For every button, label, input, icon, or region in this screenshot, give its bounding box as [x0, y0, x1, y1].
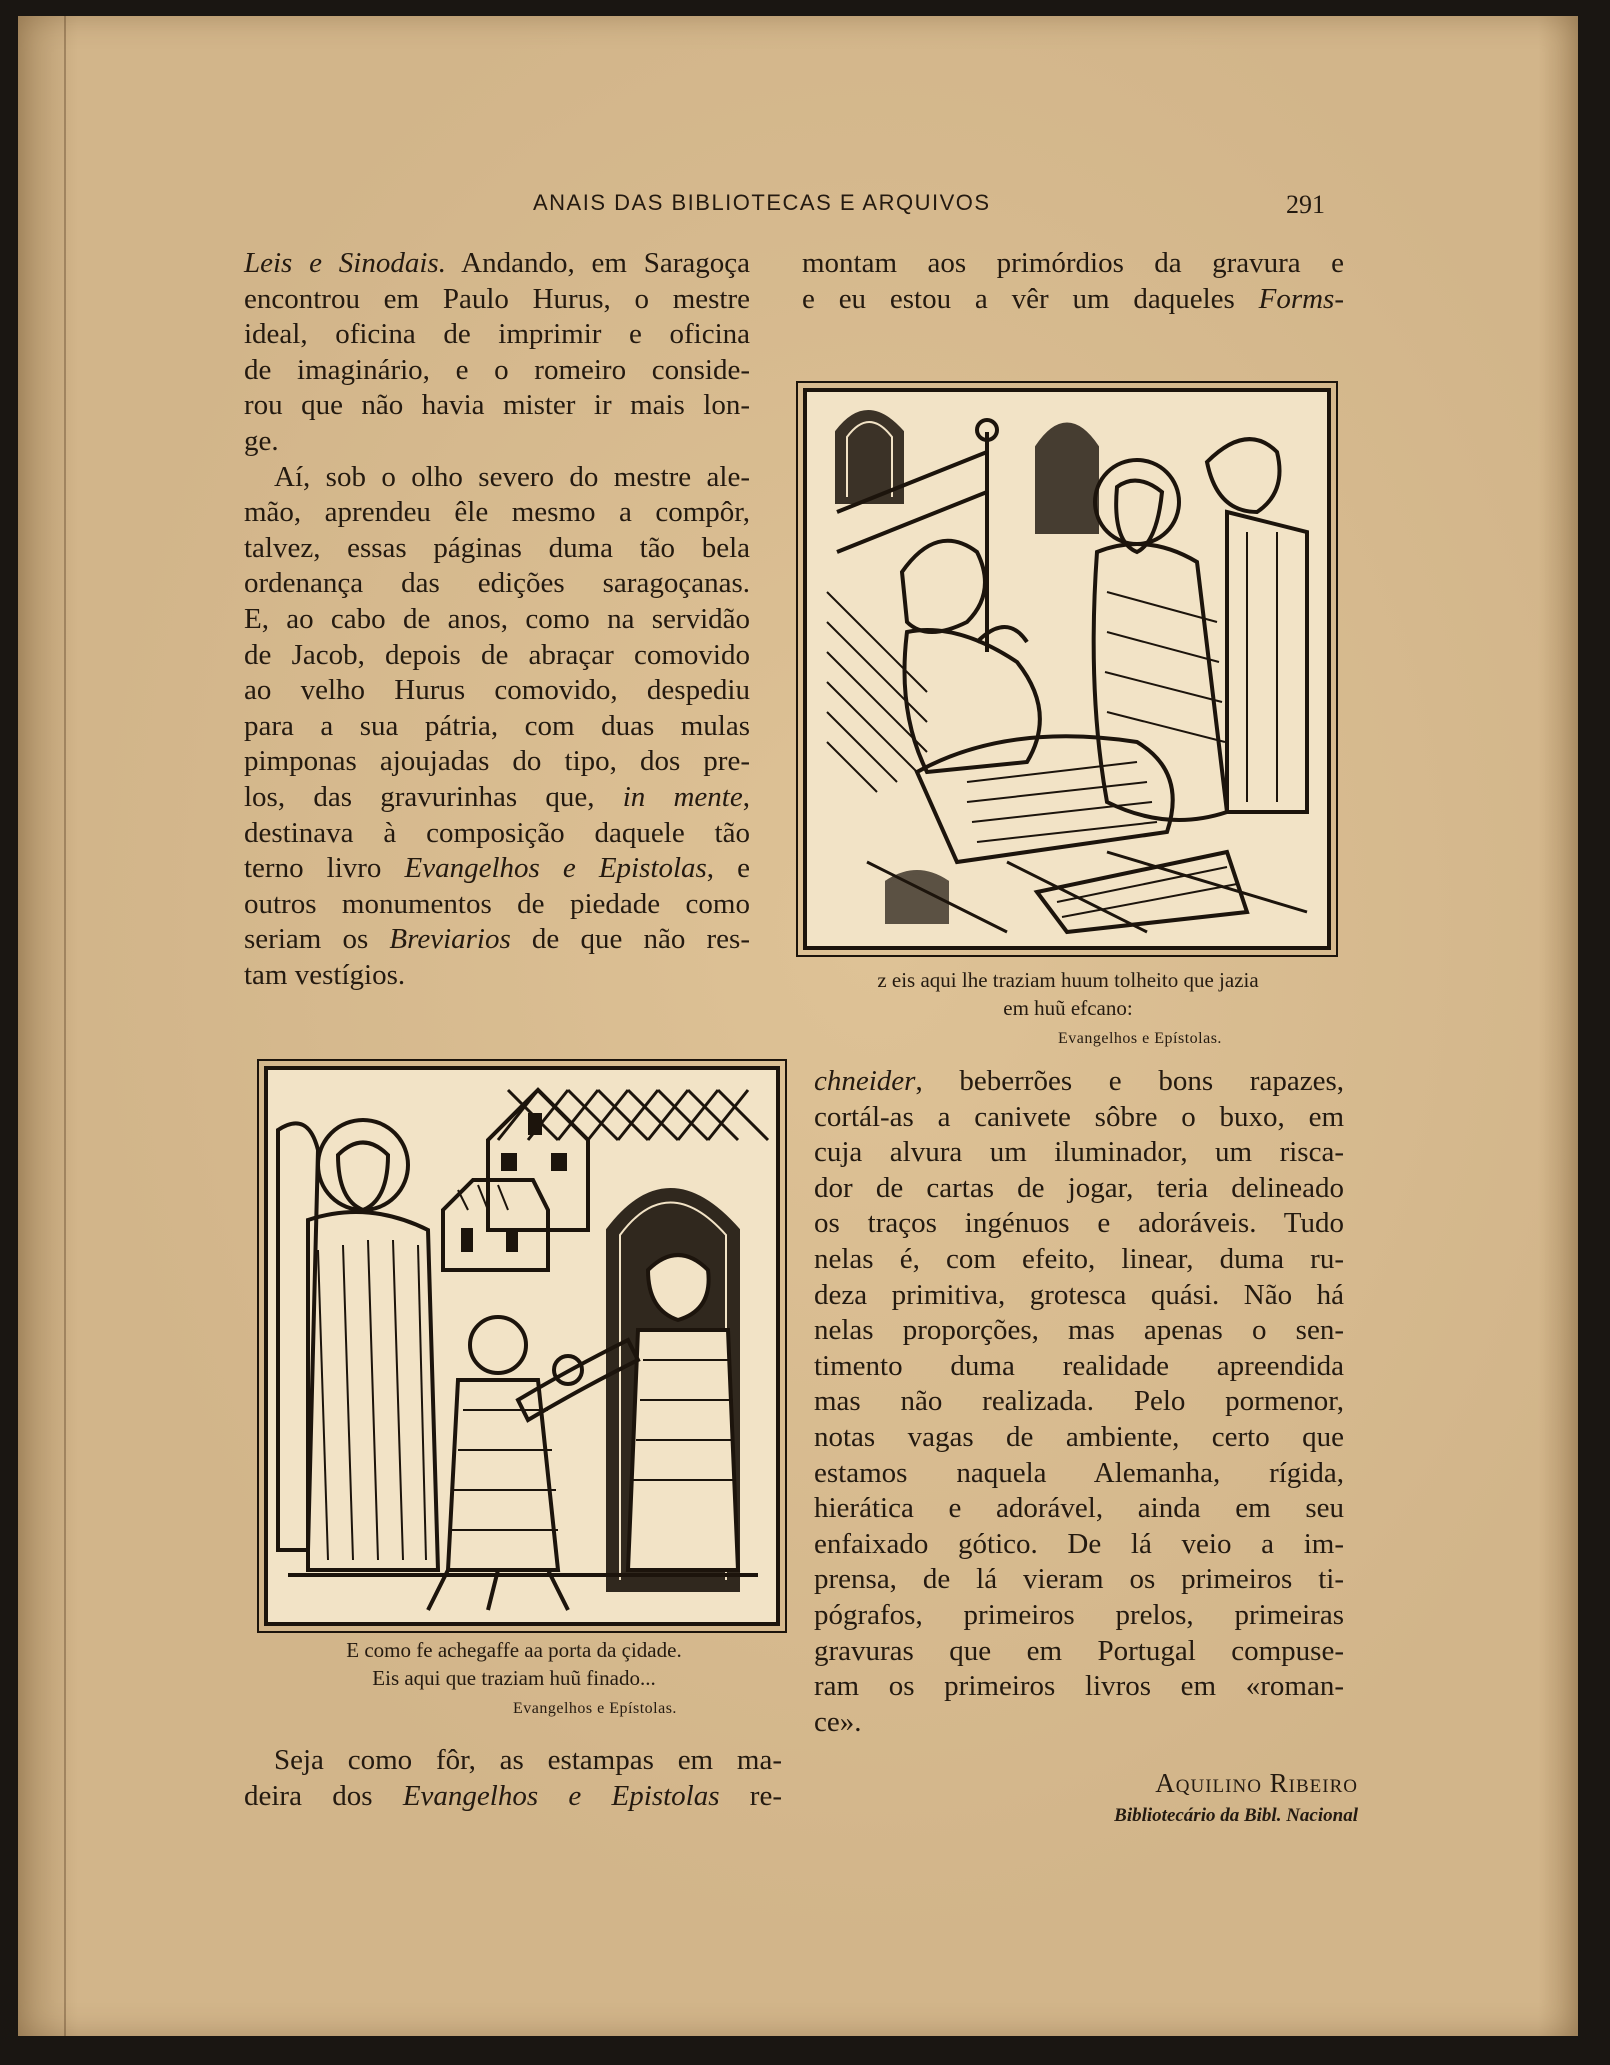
- text-line: [244, 816, 750, 852]
- text-line: [814, 1491, 1344, 1527]
- italic-text: Leis e Sinodais.: [244, 247, 446, 279]
- line-text: timento duma realidade apreendida: [814, 1349, 1344, 1382]
- line-text: e eu estou a vêr um daqueles: [802, 282, 1259, 315]
- line-text: re-: [719, 1779, 782, 1812]
- left-column-top-text: [244, 246, 750, 993]
- line-text: encontrou em Paulo Hurus, o mestre: [244, 282, 750, 315]
- text-line: [814, 1562, 1344, 1598]
- text-line: [814, 1634, 1344, 1670]
- line-text: cortál-as a canivete sôbre o buxo, em: [814, 1100, 1344, 1133]
- figure-2-caption-line-2: Eis aqui que traziam huũ finado...: [372, 1666, 656, 1690]
- text-line: [244, 709, 750, 745]
- text-line: [244, 780, 750, 816]
- text-line: [244, 744, 750, 780]
- text-line: [244, 495, 750, 531]
- line-text: talvez, essas páginas duma tão bela: [244, 531, 750, 564]
- line-text: los, das gravurinhas que,: [244, 780, 623, 813]
- line-text: notas vagas de ambiente, certo que: [814, 1420, 1344, 1453]
- line-text: mão, aprendeu êle mesmo a compôr,: [244, 496, 750, 529]
- woodcut-healing-paralytic-illustration: [803, 388, 1331, 950]
- line-text: ram os primeiros livros em «roman-: [814, 1670, 1344, 1703]
- text-line: [244, 851, 750, 887]
- text-line: [814, 1705, 1344, 1741]
- text-line: [244, 246, 750, 282]
- text-line: [814, 1313, 1344, 1349]
- italic-text: Evangelhos e Epistolas: [402, 1779, 720, 1812]
- line-text: pógrafos, primeiros prelos, primeiras: [814, 1598, 1344, 1631]
- line-text: prensa, de lá vieram os primeiros ti-: [814, 1563, 1344, 1596]
- text-line: [814, 1064, 1344, 1100]
- line-text: hierática e adorável, ainda em seu: [814, 1492, 1344, 1525]
- text-line: [244, 424, 750, 460]
- right-column-bottom-text: [814, 1064, 1344, 1740]
- line-text: destinava à composição daquele tão: [244, 816, 750, 849]
- left-column-bottom-text: [244, 1743, 782, 1814]
- text-line: [244, 1743, 782, 1779]
- text-line: [244, 317, 750, 353]
- text-line: [814, 1171, 1344, 1207]
- figure-1-caption-line-2: em huũ efcano:: [1003, 996, 1133, 1020]
- italic-text: Forms-: [1258, 282, 1344, 315]
- line-text: de imaginário, e o romeiro conside-: [244, 353, 750, 386]
- line-text: ideal, oficina de imprimir e oficina: [244, 318, 750, 351]
- text-line: [244, 388, 750, 424]
- text-line: [814, 1135, 1344, 1171]
- text-line: [244, 531, 750, 567]
- text-line: [814, 1420, 1344, 1456]
- line-text: deza primitiva, grotesca quási. Não há: [814, 1278, 1344, 1311]
- line-text: seriam os: [244, 923, 390, 956]
- line-text: para a sua pátria, com duas mulas: [244, 709, 750, 742]
- line-text: E, ao cabo de anos, como na servidão: [244, 602, 750, 635]
- line-text: outros monumentos de piedade como: [244, 887, 750, 920]
- line-text: de Jacob, depois de abraçar comovido: [244, 638, 750, 671]
- line-text: montam aos primórdios da gravura e: [802, 247, 1344, 279]
- line-text: Andando, em Saragoça: [445, 247, 750, 279]
- text-line: [814, 1598, 1344, 1634]
- text-line: [244, 887, 750, 923]
- text-line: [244, 1779, 782, 1815]
- line-text: ,: [742, 780, 750, 813]
- text-line: [244, 602, 750, 638]
- line-text: nelas proporções, mas apenas o sen-: [814, 1314, 1344, 1347]
- line-text: deira dos: [244, 1779, 403, 1812]
- line-text: nelas é, com efeito, linear, duma ru-: [814, 1242, 1344, 1275]
- text-line: [244, 282, 750, 318]
- text-line: [244, 922, 750, 958]
- figure-2-caption: [254, 1636, 774, 1692]
- text-line: [244, 958, 750, 994]
- line-text: rou que não havia mister ir mais lon-: [244, 389, 750, 422]
- line-text: mas não realizada. Pelo pormenor,: [814, 1385, 1344, 1418]
- line-text: ge.: [244, 424, 279, 457]
- line-text: pimponas ajoujadas do tipo, dos pre-: [244, 745, 750, 778]
- figure-2-source: Evangelhos e Epístolas.: [513, 1700, 677, 1717]
- text-line: [814, 1527, 1344, 1563]
- line-text: gravuras que em Portugal compuse-: [814, 1634, 1344, 1667]
- article-signature: [1048, 1768, 1358, 1827]
- text-line: [814, 1349, 1344, 1385]
- text-line: [244, 673, 750, 709]
- figure-1-caption-line-1: z eis aqui lhe traziam huum tolheito que jazia: [877, 968, 1259, 992]
- italic-text: chneider: [814, 1065, 916, 1097]
- line-text: estamos naquela Alemanha, rígida,: [814, 1456, 1344, 1489]
- text-line: [244, 460, 750, 496]
- line-text: de que não res-: [510, 923, 750, 956]
- author-name: Aquilino Ribeiro: [1155, 1768, 1358, 1798]
- text-line: [814, 1669, 1344, 1705]
- line-text: Seja como fôr, as estampas em ma-: [274, 1744, 782, 1776]
- text-line: [244, 353, 750, 389]
- line-text: ordenança das edições saragoçanas.: [244, 567, 750, 600]
- running-header: [18, 190, 1578, 222]
- line-text: tam vestígios.: [244, 958, 406, 991]
- line-text: cuja alvura um iluminador, um risca-: [814, 1136, 1344, 1169]
- text-line: [814, 1456, 1344, 1492]
- figure-1-caption: [788, 966, 1348, 1022]
- line-text: ao velho Hurus comovido, despediu: [244, 674, 750, 707]
- text-line: [244, 638, 750, 674]
- line-text: ce».: [814, 1705, 862, 1738]
- woodcut-city-gate-funeral-illustration: [264, 1066, 780, 1626]
- right-column-top-text: [802, 246, 1344, 317]
- figure-2-caption-line-1: E como fe achegaffe aa porta da çidade.: [346, 1638, 682, 1662]
- text-line: [244, 566, 750, 602]
- page-gutter-fold: [64, 16, 66, 2036]
- text-line: [802, 246, 1344, 282]
- line-text: terno livro: [244, 852, 405, 885]
- text-line: [814, 1242, 1344, 1278]
- line-text: Aí, sob o olho severo do mestre ale-: [274, 460, 750, 493]
- line-text: , e: [706, 852, 750, 885]
- italic-text: Breviarios: [389, 923, 511, 956]
- text-line: [814, 1384, 1344, 1420]
- italic-text: Evangelhos e Epistolas: [404, 852, 707, 885]
- line-text: enfaixado gótico. De lá veio a im-: [814, 1527, 1344, 1560]
- figure-1-source: Evangelhos e Epístolas.: [1058, 1030, 1222, 1047]
- text-line: [814, 1278, 1344, 1314]
- line-text: , beberrões e bons rapazes,: [915, 1065, 1344, 1097]
- text-line: [814, 1206, 1344, 1242]
- text-line: [802, 282, 1344, 318]
- book-page: [18, 16, 1578, 2036]
- running-title: ANAIS DAS BIBLIOTECAS E ARQUIVOS: [533, 190, 991, 215]
- italic-text: in mente: [622, 780, 743, 813]
- author-role: Bibliotecário da Bibl. Nacional: [1114, 1805, 1358, 1826]
- page-number: 291: [1286, 190, 1325, 219]
- text-line: [814, 1100, 1344, 1136]
- line-text: os traços ingénuos e adoráveis. Tudo: [814, 1207, 1344, 1240]
- line-text: dor de cartas de jogar, teria delineado: [814, 1171, 1344, 1204]
